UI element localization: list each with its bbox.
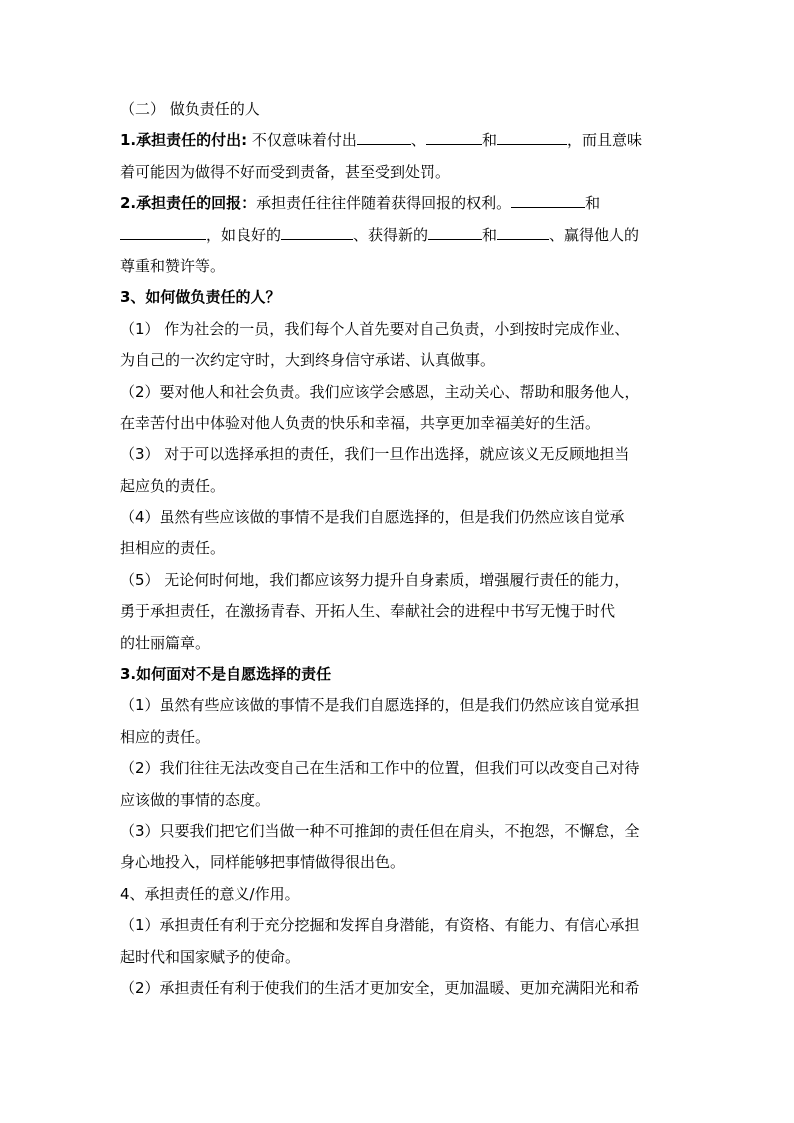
cost-sep-1: 、 [410,131,426,150]
fill-blank[interactable] [428,225,482,240]
how-to-p3-l1: （3） 对于可以选择承担的责任，我们一旦作出选择，就应该义无反顾地担当 [120,445,630,464]
reward-line-2 [120,220,680,251]
cost-line-1 [120,125,680,156]
how-to-p5-l3: 的壮丽篇章。 [120,633,211,652]
fill-blank[interactable] [497,130,567,145]
how-to-p5-l1: （5） 无论何时何地，我们都应该努力提升自身素质，增强履行责任的能力， [120,570,630,589]
reward-sep-3: 和 [482,225,498,244]
significance-p1-l2: 起时代和国家赋予的使命。 [120,947,301,966]
reward-line-3 [120,251,680,282]
involuntary-p3-l1: （3）只要我们把它们当做一种不可推卸的责任但在肩头，不抱怨，不懈怠，全 [120,821,640,840]
fill-blank[interactable] [497,225,549,240]
reward-text-b: ，如良好的 [206,225,282,244]
how-to-p4-l1: （4）虽然有些应该做的事情不是我们自愿选择的，但是我们仍然应该自觉承 [120,508,625,527]
reward-text-a: 承担责任往往伴随着获得回报的权利。 [256,194,512,213]
reward-label: 2.承担责任的回报： [120,194,257,213]
cost-text-line2: 着可能因为做得不好而受到责备，甚至受到处罚。 [120,162,451,181]
fill-blank[interactable] [426,130,482,145]
significance-p1-l1: （1）承担责任有利于充分挖掘和发挥自身潜能，有资格、有能力、有信心承担 [120,916,640,935]
reward-sep-1: 和 [585,194,601,213]
involuntary-p1-l1: （1）虽然有些应该做的事情不是我们自愿选择的，但是我们仍然应该自觉承担 [120,696,640,715]
how-to-p3-l2: 起应负的责任。 [120,476,226,495]
cost-line-2 [120,157,680,188]
how-to-p2-l1: （2）要对他人和社会负责。我们应该学会感恩，主动关心、帮助和服务他人， [120,382,640,401]
cost-label: 1.承担责任的付出: [120,131,248,150]
involuntary-p2-l2: 应该做的事情的态度。 [120,790,271,809]
reward-sep-2: 、获得新的 [353,225,429,244]
fill-blank[interactable] [357,130,411,145]
fill-blank[interactable] [511,193,585,208]
cost-sep-2: 和 [481,131,497,150]
cost-text-b: ，而且意味 [566,131,642,150]
cost-text-a: 不仅意味着付出 [247,131,357,150]
significance-p2-l1: （2）承担责任有利于使我们的生活才更加安全，更加温暖、更加充满阳光和希 [120,978,640,997]
involuntary-p3-l2: 身心地投入，同样能够把事情做得很出色。 [120,853,406,872]
involuntary-p1-l2: 相应的责任。 [120,727,211,746]
how-to-p1-l1: （1） 作为社会的一员，我们每个人首先要对自己负责，小到按时完成作业、 [120,319,630,338]
how-to-heading: 3、如何做负责任的人？ [120,288,281,307]
significance-heading: 4、承担责任的意义/作用。 [120,884,300,903]
how-to-p2-l2: 在幸苦付出中体验对他人负责的快乐和幸福，共享更加幸福美好的生活。 [120,413,601,432]
involuntary-heading: 3.如何面对不是自愿选择的责任 [120,665,332,684]
fill-blank[interactable] [120,225,206,240]
involuntary-p2-l1: （2）我们往往无法改变自己在生活和工作中的位置，但我们可以改变自己对待 [120,759,640,778]
reward-text-c: 、赢得他人的 [549,225,640,244]
reward-line-1 [120,188,680,219]
fill-blank[interactable] [281,225,353,240]
how-to-p5-l2: 勇于承担责任，在激扬青春、开拓人生、奉献社会的进程中书写无愧于时代 [120,602,616,621]
document-page [120,94,680,1004]
reward-text-line3: 尊重和赞许等。 [120,256,226,275]
how-to-p4-l2: 担相应的责任。 [120,539,226,558]
section-title [120,94,680,125]
how-to-p1-l2: 为自己的一次约定守时，大到终身信守承诺、认真做事。 [120,351,496,370]
section-title-text: （二） 做负责任的人 [120,100,260,118]
